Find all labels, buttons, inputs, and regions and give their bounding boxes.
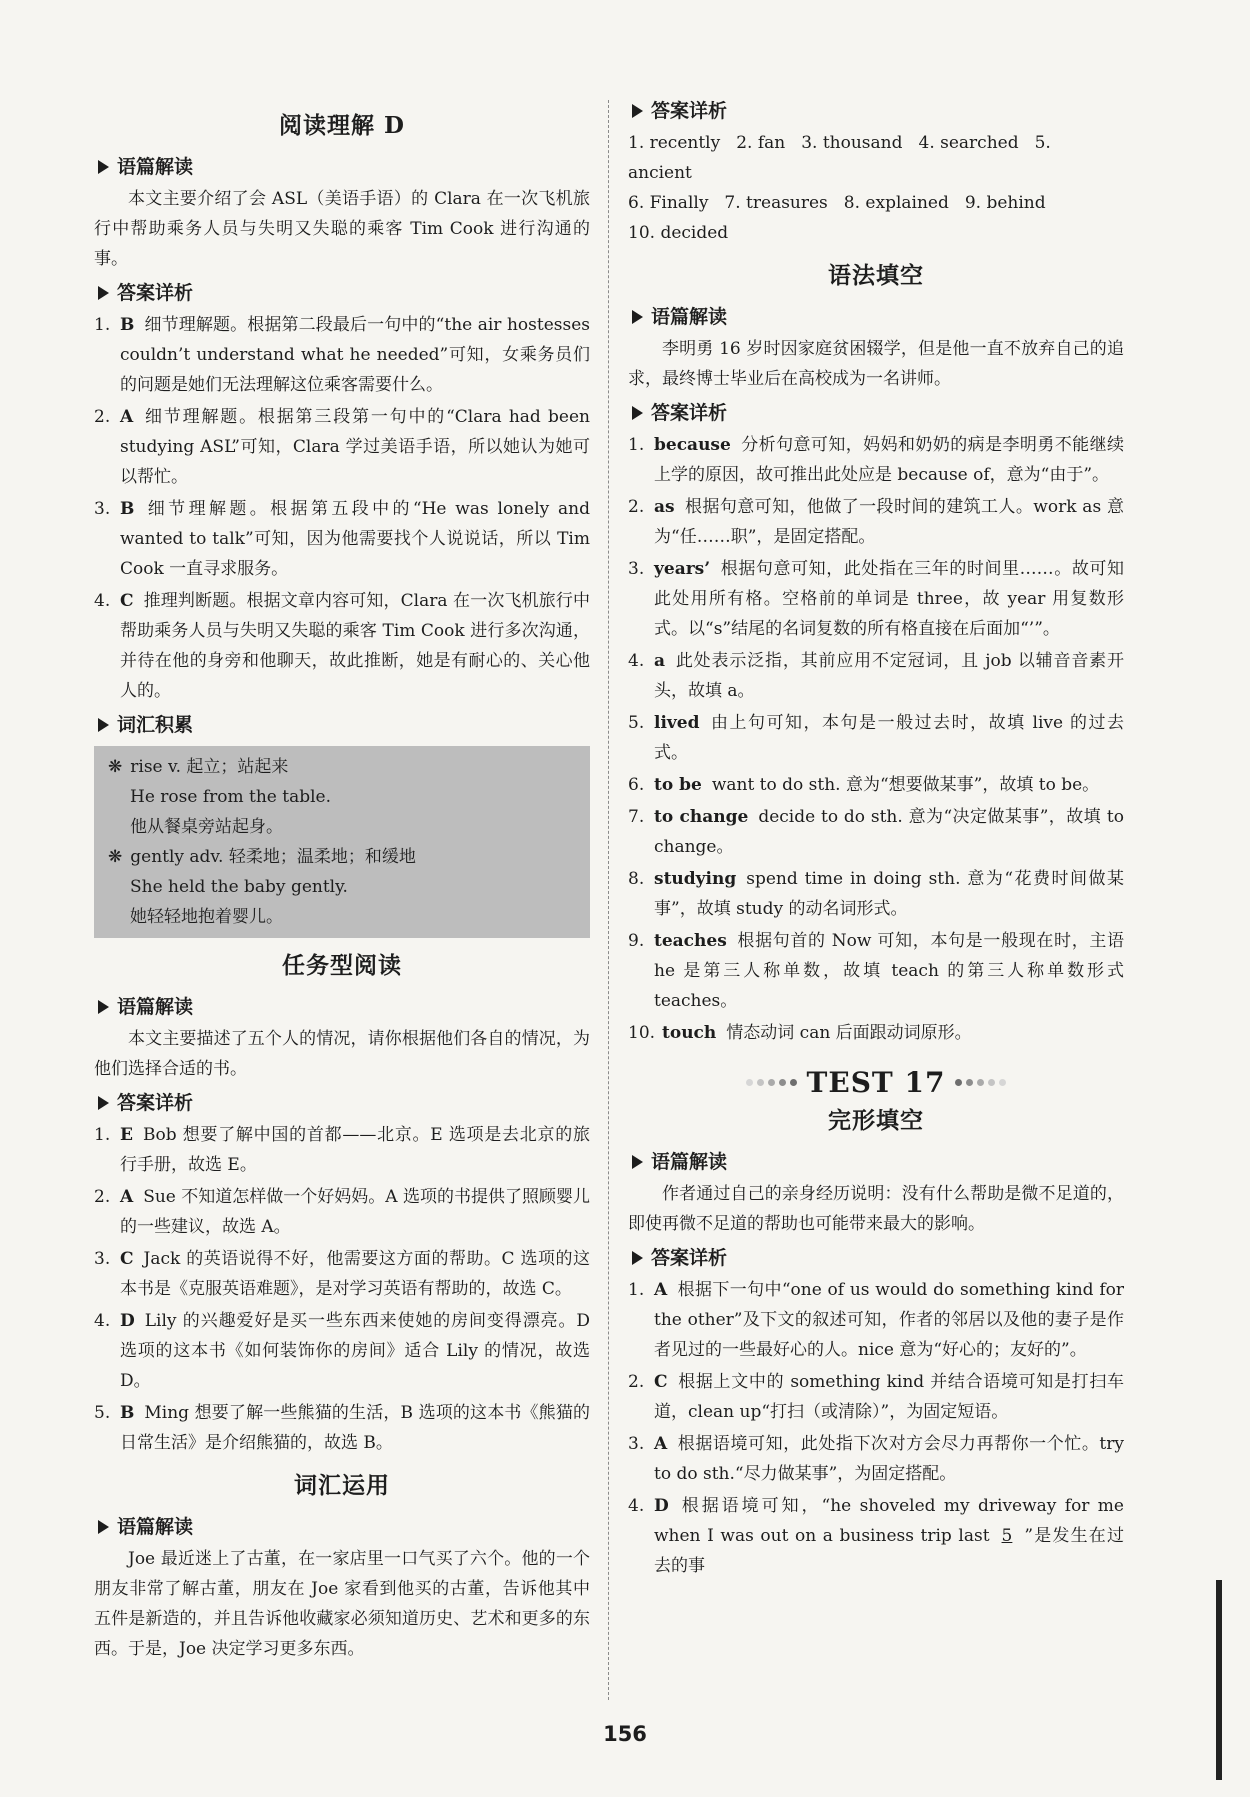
test-heading xyxy=(628,1066,1124,1099)
answer-blank: 5 xyxy=(1001,1526,1013,1546)
arrow-right-icon xyxy=(632,310,643,324)
subheading-answers: 答案详析 xyxy=(628,1245,1124,1271)
page-number: 156 xyxy=(603,1722,647,1746)
answer-item: 1. A 根据下一句中“one of us would do something kind for the other”及下文的叙述可知，作者的邻居以及他的妻子是作者见过的一些最好心的人。nice 意为“好心的；友好的”。 xyxy=(628,1280,1124,1360)
answer-item: 3. C Jack 的英语说得不好，他需要这方面的帮助。C 选项的这本书是《克服英语难题》，是对学习英语有帮助的，故选 C。 xyxy=(94,1249,590,1299)
summary-paragraph: 本文主要介绍了会 ASL（美语手语）的 Clara 在一次飞机旅行中帮助乘务人员与失明又失聪的乘客 Tim Cook 进行沟通的事。 xyxy=(94,189,590,269)
summary-paragraph: 李明勇 16 岁时因家庭贫困辍学，但是他一直不放弃自己的追求，最终博士毕业后在高校成为一名讲师。 xyxy=(628,339,1124,389)
subheading-summary: 语篇解读 xyxy=(94,994,590,1020)
answer-item: 4. a 此处表示泛指，其前应用不定冠词，且 job 以辅音音素开头，故填 a。 xyxy=(628,651,1124,701)
summary-paragraph: 本文主要描述了五个人的情况，请你根据他们各自的情况，为他们选择合适的书。 xyxy=(94,1029,590,1079)
page-edge-bar xyxy=(1216,1580,1222,1780)
section-title-grammar: 语法填空 xyxy=(828,262,924,289)
answer-item: 1. because 分析句意可知，妈妈和奶奶的病是李明勇不能继续上学的原因，故可推出此处应是 because of，意为“由于”。 xyxy=(628,435,1124,485)
subheading-summary: 语篇解读 xyxy=(94,154,590,180)
answer-item: 2. A 细节理解题。根据第三段第一句中的“Clara had been studying ASL”可知，Clara 学过美语手语，所以她认为她可以帮忙。 xyxy=(94,407,590,487)
right-column xyxy=(628,98,1124,1583)
asterisk-icon: ❋ xyxy=(108,847,123,867)
answer-list xyxy=(628,430,1124,1048)
arrow-right-icon xyxy=(98,1096,109,1110)
arrow-right-icon xyxy=(98,286,109,300)
answer-item: 5. lived 由上句可知，本句是一般过去时，故填 live 的过去式。 xyxy=(628,713,1124,763)
section-title-vocab-use: 词汇运用 xyxy=(294,1472,390,1499)
answer-item: 4. D Lily 的兴趣爱好是买一些东西来使她的房间变得漂亮。D 选项的这本书《如何装饰你的房间》适合 Lily 的情况，故选 D。 xyxy=(94,1311,590,1391)
subheading-answers: 答案详析 xyxy=(628,98,1124,124)
answer-item: 6. to be want to do sth. 意为“想要做某事”，故填 to be。 xyxy=(628,775,1100,795)
subheading-answers: 答案详析 xyxy=(94,1090,590,1116)
arrow-right-icon xyxy=(98,1520,109,1534)
answer-item: 1. B 细节理解题。根据第二段最后一句中的“the air hostesses couldn’t understand what he needed”可知，女乘务员们的问题是她们无法理解这位乘客需要什么。 xyxy=(94,315,590,395)
arrow-right-icon xyxy=(632,406,643,420)
answer-item: 1. E Bob 想要了解中国的首都——北京。E 选项是去北京的旅行手册，故选 E。 xyxy=(94,1125,590,1175)
dots-decoration-right xyxy=(955,1079,1006,1086)
vocab-example-en: She held the baby gently. xyxy=(130,877,348,897)
answer-list xyxy=(94,310,590,706)
arrow-right-icon xyxy=(632,1251,643,1265)
answer-item: 10. touch 情态动词 can 后面跟动词原形。 xyxy=(628,1023,972,1043)
answer-item: 7. to change decide to do sth. 意为“决定做某事”，故填 to change。 xyxy=(628,807,1124,857)
vocab-example-zh: 她轻轻地抱着婴儿。 xyxy=(130,907,283,927)
dots-decoration-left xyxy=(746,1079,797,1086)
vocab-box xyxy=(94,746,590,938)
answer-item: 3. years’ 根据句意可知，此处指在三年的时间里……。故可知此处用所有格。空格前的单词是 three，故 year 用复数形式。以“s”结尾的名词复数的所有格直接在后面加“’”。 xyxy=(628,559,1124,639)
summary-paragraph: 作者通过自己的亲身经历说明：没有什么帮助是微不足道的，即使再微不足道的帮助也可能带来最大的影响。 xyxy=(628,1184,1124,1234)
test-title: TEST 17 xyxy=(806,1066,946,1099)
vocab-word: ❋ gently adv. 轻柔地；温柔地；和缓地 xyxy=(108,847,416,867)
answer-item: 2. as 根据句意可知，他做了一段时间的建筑工人。work as 意为“任……职”，是固定搭配。 xyxy=(628,497,1124,547)
section-title-task-reading: 任务型阅读 xyxy=(282,952,402,979)
subheading-summary: 语篇解读 xyxy=(628,304,1124,330)
answer-item: 5. B Ming 想要了解一些熊猫的生活，B 选项的这本书《熊猫的日常生活》是介绍熊猫的，故选 B。 xyxy=(94,1403,590,1453)
arrow-right-icon xyxy=(98,1000,109,1014)
vocab-example-en: He rose from the table. xyxy=(130,787,332,807)
arrow-right-icon xyxy=(98,160,109,174)
subheading-vocab: 词汇积累 xyxy=(94,712,590,738)
asterisk-icon: ❋ xyxy=(108,757,123,777)
left-column xyxy=(94,98,590,1664)
vocab-example-zh: 他从餐桌旁站起身。 xyxy=(130,817,283,837)
answer-item: 4. D 根据语境可知，“he shoveled my driveway for me when I was out on a business trip last 5 ”是发生在过去的事 xyxy=(628,1496,1124,1576)
column-divider xyxy=(608,100,609,1700)
subheading-summary: 语篇解读 xyxy=(628,1149,1124,1175)
answer-item: 2. A Sue 不知道怎样做一个好妈妈。A 选项的书提供了照顾婴儿的一些建议，故选 A。 xyxy=(94,1187,590,1237)
summary-paragraph: Joe 最近迷上了古董，在一家店里一口气买了六个。他的一个朋友非常了解古董，朋友在 Joe 家看到他买的古董，告诉他其中五件是新造的，并且告诉他收藏家必须知道历史、艺术和更多的东西。于是，Joe 决定学习更多东西。 xyxy=(94,1549,590,1659)
answer-list xyxy=(628,1275,1124,1581)
answer-line: 1. recently 2. fan 3. thousand 4. searched 5. ancient xyxy=(628,133,1051,183)
answer-line: 6. Finally 7. treasures 8. explained 9. behind xyxy=(628,193,1046,213)
answer-line: 10. decided xyxy=(628,223,729,243)
vocab-word: ❋ rise v. 起立；站起来 xyxy=(108,757,289,777)
answer-item: 9. teaches 根据句首的 Now 可知，本句是一般现在时，主语 he 是第三人称单数，故填 teach 的第三人称单数形式 teaches。 xyxy=(628,931,1124,1011)
subheading-answers: 答案详析 xyxy=(94,280,590,306)
answer-item: 4. C 推理判断题。根据文章内容可知，Clara 在一次飞机旅行中帮助乘务人员与失明又失聪的乘客 Tim Cook 进行多次沟通，并待在他的身旁和他聊天，故此推断，她是有耐心的、关心他人的。 xyxy=(94,591,590,701)
answer-item: 8. studying spend time in doing sth. 意为“花费时间做某事”，故填 study 的动名词形式。 xyxy=(628,869,1124,919)
arrow-right-icon xyxy=(98,718,109,732)
arrow-right-icon xyxy=(632,1155,643,1169)
section-title-cloze: 完形填空 xyxy=(828,1107,924,1134)
subheading-summary: 语篇解读 xyxy=(94,1514,590,1540)
section-title-reading-d: 阅读理解 D xyxy=(279,112,405,139)
answer-item: 3. B 细节理解题。根据第五段中的“He was lonely and wanted to talk”可知，因为他需要找个人说说话，所以 Tim Cook 一直寻求服务。 xyxy=(94,499,590,579)
arrow-right-icon xyxy=(632,104,643,118)
answer-item: 3. A 根据语境可知，此处指下次对方会尽力再帮你一个忙。try to do sth.“尽力做某事”，为固定搭配。 xyxy=(628,1434,1124,1484)
subheading-answers: 答案详析 xyxy=(628,400,1124,426)
answer-list xyxy=(94,1120,590,1458)
answer-item: 2. C 根据上文中的 something kind 并结合语境可知是打扫车道，clean up“打扫（或清除）”，为固定短语。 xyxy=(628,1372,1124,1422)
